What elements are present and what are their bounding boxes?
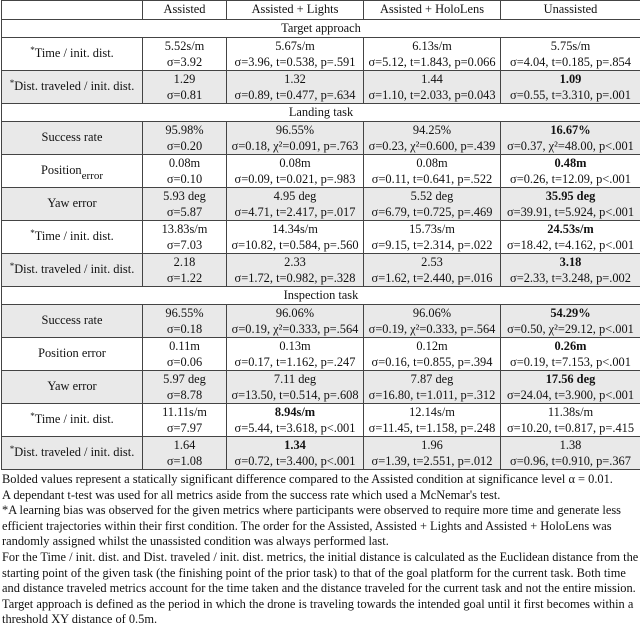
value-cell	[501, 71, 640, 104]
value-cell	[364, 338, 501, 371]
table-body	[2, 20, 640, 470]
cell-value: 16.67%	[550, 123, 591, 137]
row-label-text: Time / init. dist.	[34, 228, 114, 243]
row-label-text: Dist. traveled / init. dist.	[14, 261, 135, 276]
cell-stats: σ=5.12, t=1.843, p=0.066	[368, 55, 496, 69]
row-label-text: Yaw error	[47, 196, 97, 211]
cell-stats: σ=2.33, t=3.248, p=.002	[510, 271, 631, 285]
row-label	[2, 122, 143, 155]
table-row	[2, 404, 640, 437]
value-cell	[143, 338, 227, 371]
cell-stats: σ=8.78	[166, 388, 203, 402]
section-title: Landing task	[2, 104, 640, 122]
cell-stats: σ=0.26, t=12.09, p<.001	[510, 172, 631, 186]
value-cell	[227, 305, 364, 338]
cell-value: 1.64	[173, 438, 196, 452]
asterisk-mark: *	[9, 443, 15, 454]
row-label	[2, 338, 143, 371]
value-cell	[364, 221, 501, 254]
value-cell	[143, 221, 227, 254]
value-cell	[227, 122, 364, 155]
header-unassisted: Unassisted	[501, 1, 640, 20]
cell-value: 12.14s/m	[409, 405, 455, 419]
row-label	[2, 254, 143, 287]
cell-value: 1.09	[559, 72, 582, 86]
asterisk-mark: *	[9, 77, 15, 88]
cell-stats: σ=10.82, t=0.584, p=.560	[231, 238, 359, 252]
value-cell	[501, 338, 640, 371]
cell-stats: σ=0.50, χ²=29.12, p<.001	[507, 322, 634, 336]
value-cell	[364, 254, 501, 287]
value-cell	[501, 437, 640, 470]
table-row	[2, 305, 640, 338]
cell-stats: σ=0.09, t=0.021, p=.983	[234, 172, 356, 186]
cell-value: 2.18	[173, 255, 196, 269]
row-label-text: Position	[40, 162, 82, 177]
cell-value: 5.52s/m	[164, 39, 205, 53]
table-row	[2, 254, 640, 287]
cell-value: 11.38s/m	[547, 405, 594, 419]
note-paragraph: A dependant t-test was used for all metrics aside from the success rate which used a McNemar's test.	[2, 487, 501, 502]
table-row	[2, 71, 640, 104]
value-cell	[143, 155, 227, 188]
value-cell	[501, 188, 640, 221]
header-assisted: Assisted	[143, 1, 227, 20]
row-label	[2, 221, 143, 254]
cell-value: 96.06%	[275, 306, 315, 320]
value-cell	[143, 404, 227, 437]
cell-stats: σ=7.97	[166, 421, 203, 435]
cell-stats: σ=1.39, t=2.551, p=.012	[371, 454, 493, 468]
value-cell	[227, 254, 364, 287]
cell-stats: σ=5.44, t=3.618, p<.001	[234, 421, 356, 435]
row-label	[2, 305, 143, 338]
value-cell	[501, 305, 640, 338]
cell-value: 0.08m	[168, 156, 201, 170]
value-cell	[227, 404, 364, 437]
cell-value: 4.95 deg	[273, 189, 317, 203]
header-empty	[2, 1, 143, 20]
cell-value: 1.29	[173, 72, 196, 86]
cell-value: 35.95 deg	[545, 189, 596, 203]
value-cell	[143, 305, 227, 338]
note-paragraph: Target approach is defined as the period in which the drone is traveling towards the intended goal until it first becomes within a threshold XY distance of 0.5m.	[2, 596, 634, 627]
value-cell	[364, 71, 501, 104]
header-assisted-lights: Assisted + Lights	[227, 1, 364, 20]
asterisk-mark: *	[30, 227, 35, 238]
section-row	[2, 104, 640, 122]
cell-stats: σ=0.18, χ²=0.091, p=.763	[231, 139, 359, 153]
cell-stats: σ=0.16, t=0.855, p=.394	[371, 355, 493, 369]
row-label-text: Success rate	[41, 130, 103, 145]
cell-value: 3.18	[559, 255, 582, 269]
section-row	[2, 20, 640, 38]
row-label-text: Dist. traveled / init. dist.	[14, 444, 135, 459]
cell-value: 0.08m	[279, 156, 311, 170]
cell-value: 0.11m	[169, 339, 200, 353]
value-cell	[364, 155, 501, 188]
table-row	[2, 338, 640, 371]
cell-value: 17.56 deg	[545, 372, 596, 386]
cell-value: 95.98%	[165, 123, 204, 137]
cell-stats: σ=9.15, t=2.314, p=.022	[371, 238, 493, 252]
cell-stats: σ=0.06	[166, 355, 203, 369]
cell-stats: σ=1.08	[166, 454, 203, 468]
value-cell	[143, 437, 227, 470]
cell-stats: σ=4.04, t=0.185, p=.854	[510, 55, 631, 69]
cell-stats: σ=5.87	[166, 205, 203, 219]
cell-value: 2.33	[284, 255, 306, 269]
value-cell	[364, 305, 501, 338]
cell-stats: σ=3.96, t=0.538, p=.591	[234, 55, 356, 69]
section-row	[2, 287, 640, 305]
cell-value: 5.97 deg	[163, 372, 206, 386]
value-cell	[143, 71, 227, 104]
results-table	[1, 0, 640, 470]
note-paragraph: For the Time / init. dist. and Dist. traveled / init. dist. metrics, the initial distance is calculated as the Euclidean distance from the starting point of the given task (the finishing point of the prior task) to that of the goal platform for the current task. Both time and distance traveled metrics account for the time taken and the distance traveled for the current task and not the entire mission.	[2, 549, 639, 596]
cell-value: 24.53s/m	[547, 222, 594, 236]
cell-stats: σ=6.79, t=0.725, p=.469	[371, 205, 493, 219]
cell-value: 8.94s/m	[274, 405, 316, 419]
table-notes	[1, 470, 640, 628]
table-row	[2, 437, 640, 470]
table-row	[2, 188, 640, 221]
value-cell	[143, 371, 227, 404]
value-cell	[364, 437, 501, 470]
cell-stats: σ=0.11, t=0.641, p=.522	[371, 172, 493, 186]
cell-stats: σ=1.72, t=0.982, p=.328	[234, 271, 356, 285]
cell-value: 5.67s/m	[275, 39, 315, 53]
cell-value: 0.13m	[279, 339, 311, 353]
cell-value: 1.38	[559, 438, 582, 452]
cell-stats: σ=0.10	[166, 172, 203, 186]
section-title: Target approach	[2, 20, 640, 38]
row-label	[2, 188, 143, 221]
asterisk-mark: *	[9, 260, 15, 271]
value-cell	[227, 221, 364, 254]
row-label	[2, 404, 143, 437]
value-cell	[501, 155, 640, 188]
value-cell	[227, 437, 364, 470]
cell-value: 96.06%	[412, 306, 452, 320]
cell-value: 96.55%	[275, 123, 315, 137]
cell-value: 6.13s/m	[412, 39, 452, 53]
cell-stats: σ=39.91, t=5.924, p<.001	[506, 205, 635, 219]
value-cell	[143, 122, 227, 155]
asterisk-mark: *	[30, 410, 35, 421]
row-label-text: Yaw error	[47, 379, 97, 394]
cell-value: 5.75s/m	[550, 39, 591, 53]
asterisk-mark: *	[30, 44, 35, 55]
value-cell	[364, 404, 501, 437]
cell-value: 96.55%	[165, 306, 204, 320]
value-cell	[501, 221, 640, 254]
row-label-text: Success rate	[41, 313, 103, 328]
value-cell	[227, 71, 364, 104]
cell-stats: σ=1.10, t=2.033, p=0.043	[368, 88, 496, 102]
value-cell	[227, 371, 364, 404]
cell-value: 0.12m	[416, 339, 448, 353]
row-label-text: Dist. traveled / init. dist.	[14, 78, 135, 93]
note-paragraph: Bolded values represent a statically significant difference compared to the Assisted condition at significance level α = 0.01.	[2, 472, 613, 486]
section-title: Inspection task	[2, 287, 640, 305]
cell-stats: σ=0.89, t=0.477, p=.634	[234, 88, 356, 102]
value-cell	[227, 38, 364, 71]
cell-value: 2.53	[421, 255, 443, 269]
cell-value: 11.11s/m	[162, 405, 207, 419]
cell-stats: σ=1.22	[166, 271, 203, 285]
value-cell	[143, 38, 227, 71]
cell-stats: σ=3.92	[166, 55, 203, 69]
cell-stats: σ=0.18	[166, 322, 203, 336]
cell-value: 54.29%	[550, 306, 591, 320]
cell-stats: σ=0.23, χ²=0.600, p=.439	[368, 139, 496, 153]
cell-stats: σ=0.81	[166, 88, 203, 102]
value-cell	[227, 338, 364, 371]
value-cell	[364, 122, 501, 155]
cell-value: 15.73s/m	[409, 222, 455, 236]
note-paragraph: *A learning bias was observed for the given metrics where participants were observed to require more time and generate less efficient trajectories within their first condition. The order for the Assisted, Assisted + Lights and Assisted + HoloLens was randomly assigned whilst the unassisted condition was always performed last.	[2, 503, 621, 549]
row-label-text: Time / init. dist.	[34, 45, 114, 60]
row-label-text: Time / init. dist.	[34, 411, 114, 426]
cell-stats: σ=0.55, t=3.310, p=.001	[510, 88, 631, 102]
value-cell	[364, 188, 501, 221]
cell-value: 5.93 deg	[163, 189, 206, 203]
value-cell	[227, 155, 364, 188]
value-cell	[501, 38, 640, 71]
cell-value: 94.25%	[412, 123, 452, 137]
cell-value: 5.52 deg	[410, 189, 454, 203]
cell-stats: σ=1.62, t=2.440, p=.016	[371, 271, 493, 285]
row-label	[2, 38, 143, 71]
cell-value: 0.26m	[554, 339, 587, 353]
table-row	[2, 122, 640, 155]
cell-stats: σ=0.72, t=3.400, p<.001	[234, 454, 356, 468]
value-cell	[501, 371, 640, 404]
value-cell	[501, 254, 640, 287]
row-label-text: Position error	[38, 346, 106, 361]
table-row	[2, 38, 640, 71]
cell-value: 0.08m	[416, 156, 448, 170]
header-row	[2, 1, 640, 20]
cell-value: 7.11 deg	[273, 372, 317, 386]
cell-stats: σ=16.80, t=1.011, p=.312	[368, 388, 496, 402]
cell-value: 13.83s/m	[161, 222, 208, 236]
value-cell	[227, 188, 364, 221]
cell-stats: σ=7.03	[166, 238, 203, 252]
cell-stats: σ=0.19, t=7.153, p<.001	[510, 355, 631, 369]
header-assisted-hololens: Assisted + HoloLens	[364, 1, 501, 20]
table-row	[2, 371, 640, 404]
cell-stats: σ=0.37, χ²=48.00, p<.001	[507, 139, 634, 153]
value-cell	[143, 188, 227, 221]
row-label	[2, 371, 143, 404]
value-cell	[364, 371, 501, 404]
row-label	[2, 71, 143, 104]
row-label-subscript: error	[81, 169, 103, 182]
cell-stats: σ=0.19, χ²=0.333, p=.564	[368, 322, 496, 336]
cell-value: 1.96	[421, 438, 443, 452]
value-cell	[143, 254, 227, 287]
cell-stats: σ=0.19, χ²=0.333, p=.564	[231, 322, 359, 336]
row-label	[2, 155, 143, 188]
value-cell	[501, 404, 640, 437]
cell-stats: σ=13.50, t=0.514, p=.608	[231, 388, 359, 402]
cell-stats: σ=4.71, t=2.417, p=.017	[234, 205, 356, 219]
cell-stats: σ=0.17, t=1.162, p=.247	[234, 355, 356, 369]
cell-stats: σ=0.96, t=0.910, p=.367	[510, 454, 631, 468]
cell-value: 14.34s/m	[272, 222, 318, 236]
table-row	[2, 155, 640, 188]
cell-stats: σ=0.20	[166, 139, 203, 153]
cell-stats: σ=10.20, t=0.817, p=.415	[506, 421, 635, 435]
cell-stats: σ=11.45, t=1.158, p=.248	[368, 421, 496, 435]
row-label	[2, 437, 143, 470]
cell-value: 0.48m	[554, 156, 587, 170]
cell-value: 1.32	[284, 72, 306, 86]
value-cell	[364, 38, 501, 71]
table-row	[2, 221, 640, 254]
value-cell	[501, 122, 640, 155]
cell-stats: σ=18.42, t=4.162, p<.001	[506, 238, 635, 252]
cell-value: 1.44	[421, 72, 443, 86]
cell-value: 7.87 deg	[410, 372, 454, 386]
cell-value: 1.34	[284, 438, 306, 452]
cell-stats: σ=24.04, t=3.900, p<.001	[506, 388, 635, 402]
